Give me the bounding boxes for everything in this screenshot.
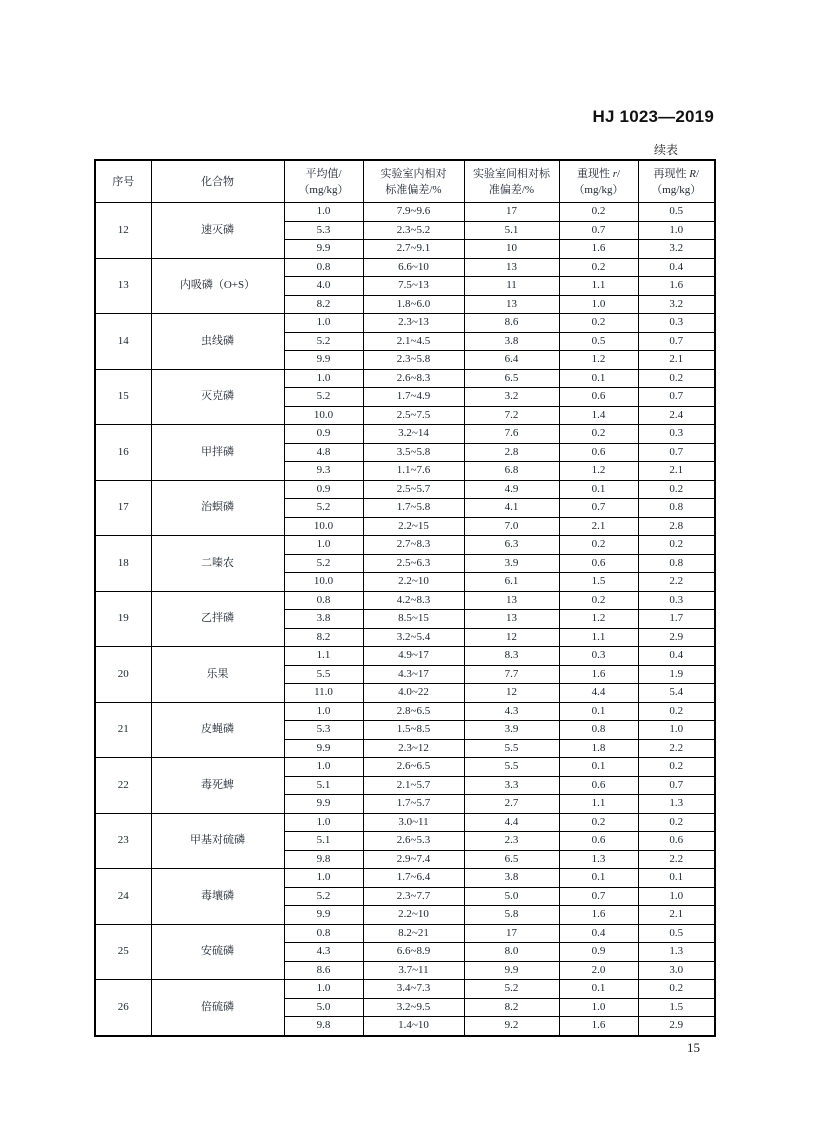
- value-cell: 1.5~8.5: [363, 721, 464, 740]
- value-cell: 3.7~11: [363, 961, 464, 980]
- value-cell: 4.0~22: [363, 684, 464, 703]
- value-cell: 0.1: [559, 702, 638, 721]
- value-cell: 0.9: [284, 480, 363, 499]
- value-cell: 0.6: [559, 776, 638, 795]
- value-cell: 1.0: [638, 887, 715, 906]
- value-cell: 0.4: [638, 258, 715, 277]
- value-cell: 4.9: [464, 480, 559, 499]
- standard-code: HJ 1023—2019: [592, 107, 714, 126]
- compound-index: 26: [95, 980, 151, 1036]
- compound-index: 12: [95, 203, 151, 259]
- value-cell: 0.2: [638, 980, 715, 999]
- compound-name: 内吸磷（O+S）: [151, 258, 284, 314]
- value-cell: 0.2: [559, 591, 638, 610]
- column-header: 序号: [95, 160, 151, 203]
- compound-index: 16: [95, 425, 151, 481]
- value-cell: 1.5: [638, 998, 715, 1017]
- compound-name: 倍硫磷: [151, 980, 284, 1036]
- compound-index: 25: [95, 924, 151, 980]
- table-row: [95, 647, 715, 666]
- value-cell: 9.2: [464, 1017, 559, 1036]
- page-number: 15: [687, 1040, 700, 1055]
- table-row: [95, 258, 715, 277]
- value-cell: 5.0: [284, 998, 363, 1017]
- table-row: [95, 924, 715, 943]
- compound-name: 虫线磷: [151, 314, 284, 370]
- value-cell: 10.0: [284, 573, 363, 592]
- table-row: [95, 369, 715, 388]
- value-cell: 3.8: [464, 869, 559, 888]
- value-cell: 1.2: [559, 351, 638, 370]
- value-cell: 3.2: [638, 295, 715, 314]
- value-cell: 4.2~8.3: [363, 591, 464, 610]
- value-cell: 0.4: [559, 924, 638, 943]
- value-cell: 1.5: [559, 573, 638, 592]
- value-cell: 3.2~14: [363, 425, 464, 444]
- value-cell: 13: [464, 591, 559, 610]
- value-cell: 1.0: [284, 869, 363, 888]
- header-row: [95, 160, 715, 203]
- value-cell: 0.7: [559, 887, 638, 906]
- value-cell: 3.9: [464, 721, 559, 740]
- value-cell: 1.2: [559, 610, 638, 629]
- value-cell: 2.7~8.3: [363, 536, 464, 555]
- value-cell: 3.0~11: [363, 813, 464, 832]
- value-cell: 1.0: [559, 295, 638, 314]
- value-cell: 5.2: [284, 332, 363, 351]
- value-cell: 7.6: [464, 425, 559, 444]
- value-cell: 0.7: [638, 332, 715, 351]
- value-cell: 8.2: [284, 295, 363, 314]
- value-cell: 1.1~7.6: [363, 462, 464, 481]
- value-cell: 10: [464, 240, 559, 259]
- value-cell: 4.3: [284, 943, 363, 962]
- value-cell: 0.8: [638, 499, 715, 518]
- value-cell: 2.3~5.2: [363, 221, 464, 240]
- value-cell: 1.8~6.0: [363, 295, 464, 314]
- value-cell: 8.2: [284, 628, 363, 647]
- value-cell: 0.9: [559, 943, 638, 962]
- value-cell: 0.2: [638, 813, 715, 832]
- value-cell: 2.6~8.3: [363, 369, 464, 388]
- value-cell: 8.3: [464, 647, 559, 666]
- value-cell: 5.1: [284, 832, 363, 851]
- value-cell: 1.4: [559, 406, 638, 425]
- column-header: 重现性 r/ （mg/kg）: [559, 160, 638, 203]
- value-cell: 2.5~5.7: [363, 480, 464, 499]
- value-cell: 6.3: [464, 536, 559, 555]
- value-cell: 4.3: [464, 702, 559, 721]
- value-cell: 1.8: [559, 739, 638, 758]
- value-cell: 3.2~9.5: [363, 998, 464, 1017]
- value-cell: 2.4: [638, 406, 715, 425]
- value-cell: 1.7: [638, 610, 715, 629]
- value-cell: 1.0: [638, 721, 715, 740]
- value-cell: 0.3: [638, 591, 715, 610]
- table-row: [95, 536, 715, 555]
- value-cell: 5.2: [284, 499, 363, 518]
- value-cell: 0.2: [559, 425, 638, 444]
- value-cell: 2.3~7.7: [363, 887, 464, 906]
- value-cell: 0.3: [638, 425, 715, 444]
- value-cell: 1.1: [559, 795, 638, 814]
- value-cell: 9.8: [284, 1017, 363, 1036]
- compound-name: 甲基对硫磷: [151, 813, 284, 869]
- value-cell: 3.8: [464, 332, 559, 351]
- value-cell: 1.6: [559, 665, 638, 684]
- value-cell: 1.0: [638, 221, 715, 240]
- compound-name: 二嗪农: [151, 536, 284, 592]
- value-cell: 0.8: [559, 721, 638, 740]
- value-cell: 9.3: [284, 462, 363, 481]
- compound-name: 皮蝇磷: [151, 702, 284, 758]
- value-cell: 5.5: [284, 665, 363, 684]
- results-table: [94, 159, 716, 1037]
- value-cell: 3.9: [464, 554, 559, 573]
- value-cell: 2.2: [638, 739, 715, 758]
- value-cell: 0.2: [559, 813, 638, 832]
- value-cell: 0.8: [638, 554, 715, 573]
- value-cell: 17: [464, 924, 559, 943]
- value-cell: 1.0: [284, 702, 363, 721]
- table-row: [95, 869, 715, 888]
- value-cell: 0.1: [638, 869, 715, 888]
- value-cell: 6.4: [464, 351, 559, 370]
- compound-name: 乙拌磷: [151, 591, 284, 647]
- value-cell: 2.1~4.5: [363, 332, 464, 351]
- value-cell: 0.2: [638, 369, 715, 388]
- table-body: [95, 203, 715, 1036]
- value-cell: 2.1: [638, 462, 715, 481]
- value-cell: 1.0: [284, 314, 363, 333]
- value-cell: 9.9: [464, 961, 559, 980]
- value-cell: 0.1: [559, 369, 638, 388]
- value-cell: 3.3: [464, 776, 559, 795]
- value-cell: 1.0: [284, 203, 363, 222]
- value-cell: 10.0: [284, 406, 363, 425]
- value-cell: 5.3: [284, 221, 363, 240]
- value-cell: 5.2: [284, 388, 363, 407]
- table-row: [95, 591, 715, 610]
- value-cell: 0.8: [284, 258, 363, 277]
- value-cell: 7.5~13: [363, 277, 464, 296]
- value-cell: 13: [464, 610, 559, 629]
- value-cell: 2.2: [638, 850, 715, 869]
- value-cell: 1.0: [284, 980, 363, 999]
- value-cell: 0.7: [638, 388, 715, 407]
- value-cell: 0.7: [638, 776, 715, 795]
- value-cell: 0.8: [284, 924, 363, 943]
- column-header: 实验室内相对 标准偏差/%: [363, 160, 464, 203]
- value-cell: 2.2~10: [363, 906, 464, 925]
- value-cell: 0.1: [559, 758, 638, 777]
- table-row: [95, 314, 715, 333]
- value-cell: 11.0: [284, 684, 363, 703]
- table-row: [95, 480, 715, 499]
- compound-index: 23: [95, 813, 151, 869]
- value-cell: 5.2: [284, 554, 363, 573]
- value-cell: 6.1: [464, 573, 559, 592]
- column-header: 平均值/ （mg/kg）: [284, 160, 363, 203]
- value-cell: 7.9~9.6: [363, 203, 464, 222]
- value-cell: 5.5: [464, 739, 559, 758]
- value-cell: 2.9~7.4: [363, 850, 464, 869]
- value-cell: 2.8: [638, 517, 715, 536]
- value-cell: 8.0: [464, 943, 559, 962]
- value-cell: 0.7: [638, 443, 715, 462]
- value-cell: 0.4: [638, 647, 715, 666]
- value-cell: 3.4~7.3: [363, 980, 464, 999]
- value-cell: 1.7~4.9: [363, 388, 464, 407]
- column-header: 再现性 R/ （mg/kg）: [638, 160, 715, 203]
- value-cell: 6.8: [464, 462, 559, 481]
- value-cell: 0.3: [559, 647, 638, 666]
- value-cell: 4.3~17: [363, 665, 464, 684]
- column-header: 化合物: [151, 160, 284, 203]
- value-cell: 0.2: [638, 702, 715, 721]
- value-cell: 5.2: [284, 887, 363, 906]
- value-cell: 13: [464, 295, 559, 314]
- compound-index: 22: [95, 758, 151, 814]
- value-cell: 1.0: [284, 813, 363, 832]
- value-cell: 1.3: [638, 795, 715, 814]
- value-cell: 1.6: [559, 240, 638, 259]
- value-cell: 3.0: [638, 961, 715, 980]
- value-cell: 2.6~5.3: [363, 832, 464, 851]
- value-cell: 5.1: [284, 776, 363, 795]
- value-cell: 0.2: [559, 203, 638, 222]
- value-cell: 9.9: [284, 739, 363, 758]
- compound-name: 毒死蜱: [151, 758, 284, 814]
- value-cell: 0.1: [559, 869, 638, 888]
- value-cell: 6.6~10: [363, 258, 464, 277]
- value-cell: 1.0: [559, 998, 638, 1017]
- value-cell: 4.0: [284, 277, 363, 296]
- value-cell: 0.1: [559, 480, 638, 499]
- value-cell: 8.6: [464, 314, 559, 333]
- value-cell: 7.0: [464, 517, 559, 536]
- compound-index: 14: [95, 314, 151, 370]
- value-cell: 4.1: [464, 499, 559, 518]
- value-cell: 9.9: [284, 351, 363, 370]
- value-cell: 5.1: [464, 221, 559, 240]
- value-cell: 8.5~15: [363, 610, 464, 629]
- value-cell: 1.3: [638, 943, 715, 962]
- table-row: [95, 702, 715, 721]
- value-cell: 2.1: [638, 351, 715, 370]
- value-cell: 1.2: [559, 462, 638, 481]
- value-cell: 0.6: [638, 832, 715, 851]
- value-cell: 4.4: [464, 813, 559, 832]
- value-cell: 0.6: [559, 443, 638, 462]
- value-cell: 0.3: [638, 314, 715, 333]
- value-cell: 9.8: [284, 850, 363, 869]
- value-cell: 2.6~6.5: [363, 758, 464, 777]
- value-cell: 1.6: [638, 277, 715, 296]
- value-cell: 2.3~5.8: [363, 351, 464, 370]
- table-row: [95, 758, 715, 777]
- value-cell: 2.1: [638, 906, 715, 925]
- value-cell: 5.0: [464, 887, 559, 906]
- column-header: 实验室间相对标 准偏差/%: [464, 160, 559, 203]
- value-cell: 2.1~5.7: [363, 776, 464, 795]
- table-header: [95, 160, 715, 203]
- value-cell: 17: [464, 203, 559, 222]
- value-cell: 4.4: [559, 684, 638, 703]
- value-cell: 11: [464, 277, 559, 296]
- compound-name: 甲拌磷: [151, 425, 284, 481]
- value-cell: 9.9: [284, 906, 363, 925]
- compound-index: 20: [95, 647, 151, 703]
- value-cell: 0.9: [284, 425, 363, 444]
- value-cell: 9.9: [284, 795, 363, 814]
- value-cell: 2.8~6.5: [363, 702, 464, 721]
- value-cell: 0.2: [559, 314, 638, 333]
- compound-name: 灭克磷: [151, 369, 284, 425]
- value-cell: 3.2: [464, 388, 559, 407]
- value-cell: 2.9: [638, 1017, 715, 1036]
- compound-index: 15: [95, 369, 151, 425]
- value-cell: 6.6~8.9: [363, 943, 464, 962]
- compound-name: 安硫磷: [151, 924, 284, 980]
- value-cell: 12: [464, 628, 559, 647]
- value-cell: 1.1: [559, 277, 638, 296]
- compound-name: 速灭磷: [151, 203, 284, 259]
- compound-name: 毒壤磷: [151, 869, 284, 925]
- compound-index: 19: [95, 591, 151, 647]
- value-cell: 1.4~10: [363, 1017, 464, 1036]
- value-cell: 2.7: [464, 795, 559, 814]
- table-row: [95, 203, 715, 222]
- value-cell: 1.3: [559, 850, 638, 869]
- value-cell: 0.2: [638, 480, 715, 499]
- value-cell: 4.8: [284, 443, 363, 462]
- value-cell: 8.6: [284, 961, 363, 980]
- table-row: [95, 980, 715, 999]
- value-cell: 2.3~12: [363, 739, 464, 758]
- value-cell: 3.2: [638, 240, 715, 259]
- value-cell: 1.9: [638, 665, 715, 684]
- value-cell: 1.7~6.4: [363, 869, 464, 888]
- value-cell: 7.2: [464, 406, 559, 425]
- value-cell: 2.8: [464, 443, 559, 462]
- compound-name: 乐果: [151, 647, 284, 703]
- value-cell: 10.0: [284, 517, 363, 536]
- value-cell: 2.3~13: [363, 314, 464, 333]
- value-cell: 5.3: [284, 721, 363, 740]
- value-cell: 0.1: [559, 980, 638, 999]
- value-cell: 0.7: [559, 221, 638, 240]
- value-cell: 3.8: [284, 610, 363, 629]
- value-cell: 2.3: [464, 832, 559, 851]
- value-cell: 5.2: [464, 980, 559, 999]
- value-cell: 2.0: [559, 961, 638, 980]
- value-cell: 0.6: [559, 832, 638, 851]
- value-cell: 4.9~17: [363, 647, 464, 666]
- compound-index: 24: [95, 869, 151, 925]
- value-cell: 1.1: [559, 628, 638, 647]
- value-cell: 1.6: [559, 1017, 638, 1036]
- value-cell: 9.9: [284, 240, 363, 259]
- value-cell: 2.2~15: [363, 517, 464, 536]
- compound-index: 18: [95, 536, 151, 592]
- value-cell: 1.0: [284, 536, 363, 555]
- value-cell: 3.2~5.4: [363, 628, 464, 647]
- compound-index: 13: [95, 258, 151, 314]
- value-cell: 6.5: [464, 369, 559, 388]
- value-cell: 0.6: [559, 554, 638, 573]
- value-cell: 6.5: [464, 850, 559, 869]
- compound-name: 治螟磷: [151, 480, 284, 536]
- value-cell: 2.5~6.3: [363, 554, 464, 573]
- value-cell: 0.2: [638, 536, 715, 555]
- value-cell: 0.2: [559, 258, 638, 277]
- value-cell: 2.9: [638, 628, 715, 647]
- value-cell: 3.5~5.8: [363, 443, 464, 462]
- value-cell: 5.4: [638, 684, 715, 703]
- value-cell: 7.7: [464, 665, 559, 684]
- value-cell: 0.5: [559, 332, 638, 351]
- value-cell: 8.2~21: [363, 924, 464, 943]
- value-cell: 1.1: [284, 647, 363, 666]
- value-cell: 1.6: [559, 906, 638, 925]
- value-cell: 2.2: [638, 573, 715, 592]
- value-cell: 0.6: [559, 388, 638, 407]
- table-row: [95, 813, 715, 832]
- value-cell: 1.7~5.8: [363, 499, 464, 518]
- compound-index: 17: [95, 480, 151, 536]
- value-cell: 0.5: [638, 924, 715, 943]
- value-cell: 0.8: [284, 591, 363, 610]
- value-cell: 2.1: [559, 517, 638, 536]
- compound-index: 21: [95, 702, 151, 758]
- value-cell: 5.8: [464, 906, 559, 925]
- value-cell: 1.0: [284, 758, 363, 777]
- value-cell: 1.0: [284, 369, 363, 388]
- value-cell: 13: [464, 258, 559, 277]
- value-cell: 0.5: [638, 203, 715, 222]
- continued-table-label: 续表: [653, 143, 678, 157]
- value-cell: 0.2: [638, 758, 715, 777]
- table-row: [95, 425, 715, 444]
- value-cell: 8.2: [464, 998, 559, 1017]
- value-cell: 2.5~7.5: [363, 406, 464, 425]
- value-cell: 0.2: [559, 536, 638, 555]
- value-cell: 5.5: [464, 758, 559, 777]
- value-cell: 2.7~9.1: [363, 240, 464, 259]
- value-cell: 0.7: [559, 499, 638, 518]
- value-cell: 1.7~5.7: [363, 795, 464, 814]
- value-cell: 12: [464, 684, 559, 703]
- value-cell: 2.2~10: [363, 573, 464, 592]
